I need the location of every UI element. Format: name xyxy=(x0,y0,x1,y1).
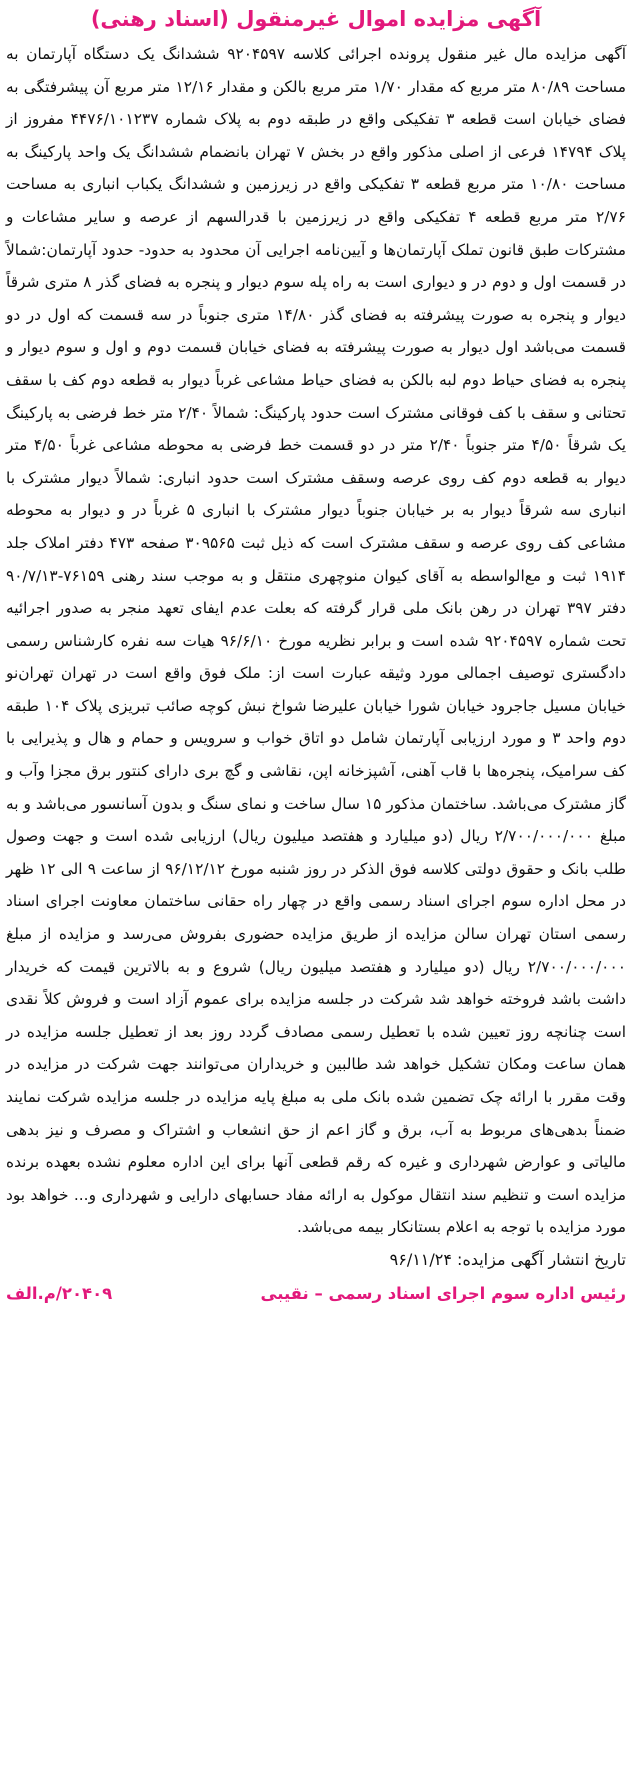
notice-body-text: آگهی مزایده مال غیر منقول پرونده اجرائی کلاسه ۹۲۰۴۵۹۷ ششدانگ یک دستگاه آپارتمان به مساحت ۸۰/۸۹ متر مربع که مقدار ۱/۷۰ متر مربع بالکن و مقدار ۱۲/۱۶ متر مربع آن پیشرفتگی به فضای خیابان است قطعه ۳ تفکیکی واقع در طبقه دوم به پلاک شماره ۴۴۷۶/۱۰۱۲۳۷ مفروز از پلاک ۱۴۷۹۴ فرعی از اصلی مذکور واقع در بخش ۷ تهران بانضمام ششدانگ یک واحد پارکینگ به مساحت ۱۰/۸۰ متر مربع قطعه ۳ تفکیکی واقع در زیرزمین و ششدانگ یکباب انباری به مساحت ۲/۷۶ متر مربع قطعه ۴ تفکیکی واقع در زیرزمین با قدرالسهم از عرصه و سایر مشاعات و مشترکات طبق قانون تملک آپارتمان‌ها و آیین‌نامه اجرایی آن محدود به حدود- حدود آپارتمان:شمالاً در قسمت اول و دوم در و دیواری است به راه پله سوم دیوار و پنجره به فضای گذر ۸ متری شرقاً دیوار و پنجره به صورت پیشرفته به فضای گذر ۱۴/۸۰ متری جنوباً در سه قسمت که اول در دو قسمت می‌باشد اول دیوار به صورت پیشرفته به فضای خیابان قسمت دوم و اول و سوم دیوار و پنجره به فضای حیاط دوم لبه بالکن به فضای حیاط مشاعی غرباً دیوار به قطعه دوم کف با سقف تحتانی و سقف با کف فوقانی مشترک است حدود پارکینگ: شمالاً ۲/۴۰ متر خط فرضی به پارکینگ یک شرقاً ۴/۵۰ متر جنوباً ۲/۴۰ متر در دو قسمت خط فرضی به محوطه مشاعی غرباً ۴/۵۰ متر دیوار به قطعه دوم کف روی عرصه وسقف مشترک است حدود انباری: شمالاً دیوار مشترک با انباری سه شرقاً دیوار به بر خیابان جنوباً دیوار مشترک با انباری ۵ غرباً در و دیوار به محوطه مشاعی کف روی عرصه و سقف مشترک است که ذیل ثبت ۳۰۹۵۶۵ صفحه ۴۷۳ دفتر املاک جلد ۱۹۱۴ ثبت و مع‌الواسطه به آقای کیوان منوچهری منتقل و به موجب سند رهنی ۷۶۱۵۹-۹۰/۷/۱۳ دفتر ۳۹۷ تهران در رهن بانک ملی قرار گرفته که بعلت عدم ایفای تعهد منجر به صدور اجرائیه تحت شماره ۹۲۰۴۵۹۷ شده است و برابر نظریه مورخ ۹۶/۶/۱۰ هیات سه نفره کارشناس رسمی دادگستری توصیف اجمالی مورد وثیقه عبارت است از: ملک فوق واقع است در تهران تهران‌نو خیابان مسیل جاجرود خیابان شورا خیابان علیرضا شواخ نبش کوچه صائب تبریزی پلاک ۱۰۴ طبقه دوم واحد ۳ و مورد ارزیابی آپارتمان شامل دو اتاق خواب و سرویس و حمام و هال و پذیرایی با کف سرامیک، پنجره‌ها با قاب آهنی، آشپزخانه اپن، نقاشی و گچ بری دارای کنتور برق مجزا وآب و گاز مشترک می‌باشد. ساختمان مذکور ۱۵ سال ساخت و نمای سنگ و بدون آسانسور می‌باشد و به مبلغ ۲/۷۰۰/۰۰۰/۰۰۰ ریال (دو میلیارد و هفتصد میلیون ریال) ارزیابی شده است و جهت وصول طلب بانک و حقوق دولتی کلاسه فوق الذکر در روز شنبه مورخ ۹۶/۱۲/۱۲ از ساعت ۹ الی ۱۲ ظهر در محل اداره سوم اجرای اسناد رسمی واقع در چهار راه حقانی ساختمان معاونت اجرای اسناد رسمی استان تهران سالن مزایده از طریق مزایده حضوری بفروش می‌رسد و مزایده از مبلغ ۲/۷۰۰/۰۰۰/۰۰۰ ریال (دو میلیارد و هفتصد میلیون ریال) شروع و به بالاترین قیمت که خریدار داشت باشد فروخته خواهد شد شرکت در جلسه مزایده برای عموم آزاد است و فروش کلاً نقدی است چنانچه روز تعیین شده با تعطیل رسمی مصادف گردد روز بعد از تعطیل جلسه مزایده در همان ساعت ومکان تشکیل خواهد شد طالبین و خریداران می‌توانند جهت شرکت در مزایده در وقت مقرر با ارائه چک تضمین شده بانک ملی به مبلغ پایه مزایده در جلسه مزایده شرکت نمایند ضمناً بدهی‌های مربوط به آب، برق و گاز اعم از حق انشعاب و اشتراک و مصرف و نیز بدهی مالیاتی و عوارض شهرداری و غیره که رقم قطعی آنها برای این اداره معلوم نشده بعهده برنده مزایده است و تنظیم سند انتقال موکول به ارائه مفاد حسابهای دارایی و شهرداری و... خواهد بود مورد مزایده با توجه به اعلام بستانکار بیمه می‌باشد. xyxy=(6,45,627,1237)
signature: رئیس اداره سوم اجرای اسناد رسمی – نقیبی xyxy=(260,1283,626,1303)
notice-title: آگهی مزایده اموال غیرمنقول (اسناد رهنی) xyxy=(90,7,542,31)
notice-body xyxy=(6,38,626,1244)
reference-code: ۲۰۴۰۹/م.الف xyxy=(6,1283,113,1303)
publish-date: تاریخ انتشار آگهی مزایده: ۹۶/۱۱/۲۴ xyxy=(389,1249,626,1269)
notice-footer xyxy=(6,1278,626,1310)
